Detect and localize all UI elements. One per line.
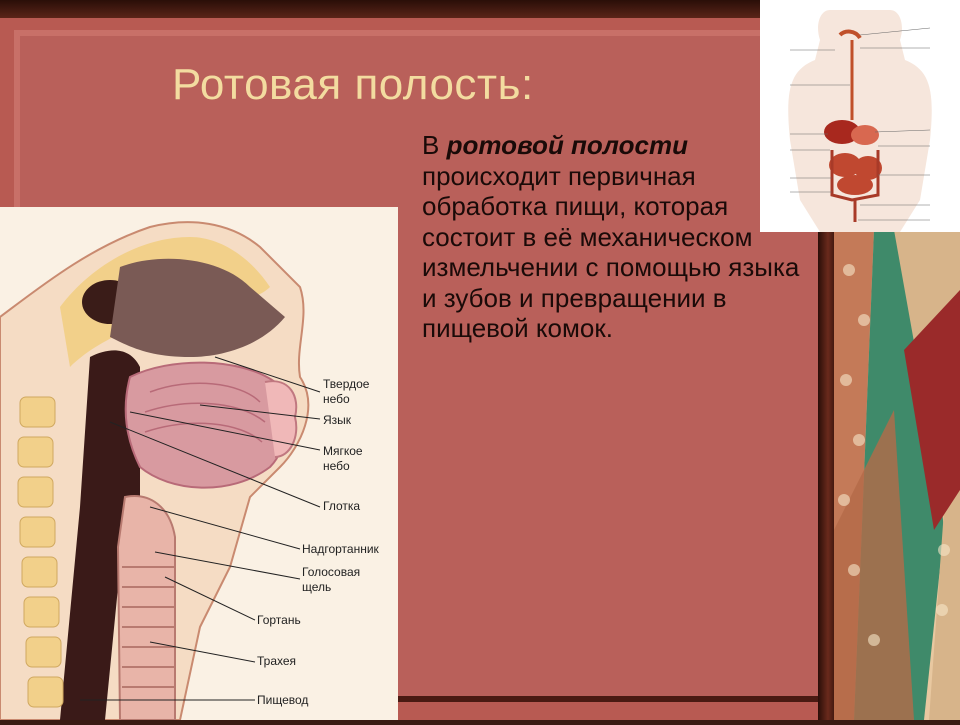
label-larynx: Гортань	[257, 613, 301, 627]
label-tongue: Язык	[323, 413, 352, 427]
label-trachea: Трахея	[257, 654, 297, 668]
slide-body-text	[422, 130, 812, 344]
label-glottis: Голосовая щель	[302, 565, 361, 594]
label-esophagus: Пищевод	[257, 693, 309, 707]
label-soft-palate: Мягкое небо	[323, 444, 363, 473]
label-pharynx: Глотка	[323, 499, 361, 513]
body-emphasis: ротовой полости	[446, 130, 688, 160]
label-hard-palate: Твердое небо	[323, 377, 370, 406]
decorative-pattern	[834, 230, 960, 720]
digestive-system-figure	[760, 0, 960, 232]
oral-cavity-diagram	[0, 207, 398, 720]
label-epiglottis: Надгортанник	[302, 542, 379, 556]
body-rest: происходит первичная обработка пищи, которая состоит в её механическом измельчении с помощью языка и зубов и превращении в пищевой комок.	[422, 160, 800, 343]
slide-title: Ротовая полость:	[172, 60, 534, 109]
body-prefix: В	[422, 130, 447, 160]
